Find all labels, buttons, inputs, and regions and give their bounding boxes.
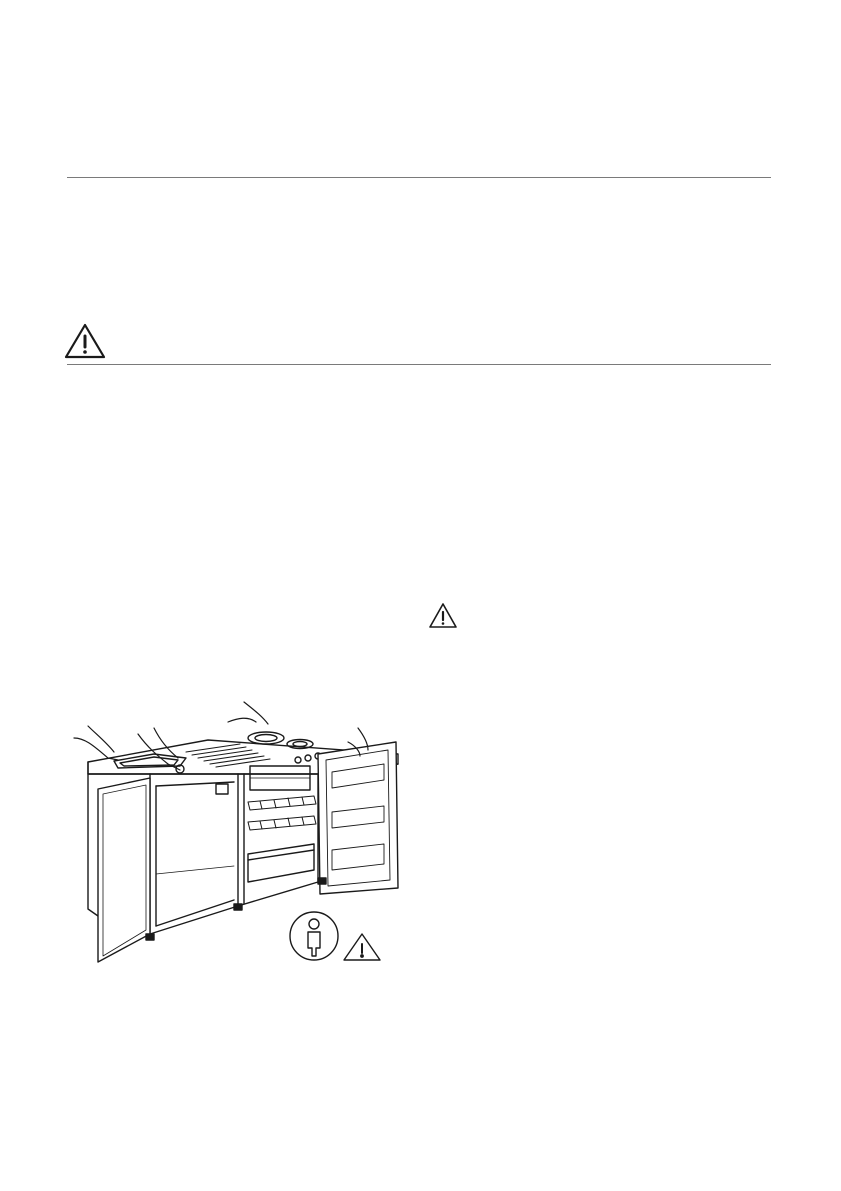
two-person-lift-icon	[290, 912, 338, 960]
warning-triangle-icon	[344, 934, 380, 960]
section-divider-top	[67, 177, 771, 178]
kitchenette-lifting-illustration	[68, 694, 400, 970]
section-divider-bottom	[67, 364, 771, 365]
warning-triangle-icon	[428, 602, 458, 629]
warning-triangle-icon	[64, 323, 106, 359]
